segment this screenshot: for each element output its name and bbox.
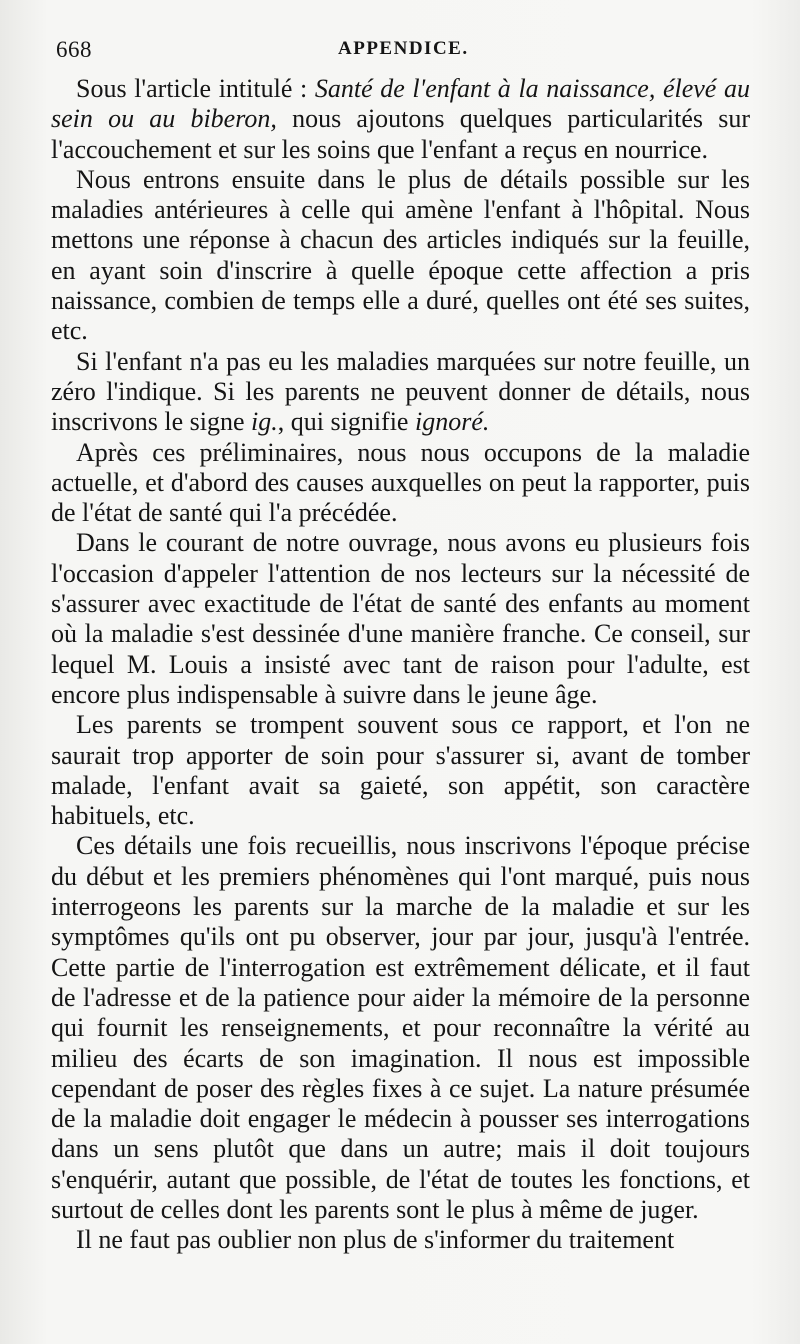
paragraph-3-italic-meaning: ignoré. <box>414 407 490 437</box>
paragraph-3-text-middle: , qui signifie <box>277 407 415 437</box>
paragraph-3-text: Si l'enfant n'a pas eu les maladies marquées sur notre feuille, un zéro l'indique. Si les parents ne peuvent donner de détails, nous inscrivons le signe <box>51 346 750 437</box>
paragraph-7: Ces détails une fois recueillis, nous inscrivons l'époque précise du début et les premiers phénomènes qui l'ont marqué, puis nous interrogeons les parents sur la marche de la maladie et sur les symptômes qu'ils ont pu observer, jour par jour, jusqu'à l'entrée. Cette partie de l'interrogation est extrêmement délicate, et il faut de l'adresse et de la patience pour aider la mémoire de la personne qui fournit les renseignements, et pour reconnaître la vérité au milieu des écarts de son imagination. Il nous est impossible cependant de poser des règles fixes à ce sujet. La nature présumée de la maladie doit engager le médecin à pousser ses interrogations dans un sens plutôt que dans un autre; mais il doit toujours s'enquérir, autant que possible, de l'état de toutes les fonctions, et surtout de celles dont les parents sont le plus à même de juger. <box>51 831 750 1224</box>
paragraph-6: Les parents se trompent souvent sous ce rapport, et l'on ne saurait trop apporter de soin pour s'assurer si, avant de tomber malade, l'enfant avait sa gaieté, son appétit, son caractère habituels, etc. <box>51 710 750 831</box>
paragraph-1-italic: Santé de l'enfant à la naissance, élevé au sein ou au biberon, <box>51 74 750 134</box>
running-title: APPENDICE. <box>338 38 469 59</box>
paragraph-8: Il ne faut pas oublier non plus de s'informer du traitement <box>76 1225 675 1255</box>
paragraph-3-italic-sign: ig. <box>251 407 278 437</box>
page-number: 668 <box>56 37 92 62</box>
running-head <box>56 37 756 65</box>
paragraph-2: Nous entrons ensuite dans le plus de détails possible sur les maladies antérieures à celle qui amène l'enfant à l'hôpital. Nous mettons une réponse à chacun des articles indiqués sur la feuille, en ayant soin d'inscrire à quelle époque cette affection a pris naissance, combien de temps elle a duré, quelles ont été ses suites, etc. <box>51 164 750 346</box>
paragraph-3 <box>51 347 750 438</box>
paragraph-1 <box>51 74 750 165</box>
body-text <box>51 74 750 1256</box>
paragraph-4: Après ces préliminaires, nous nous occupons de la maladie actuelle, et d'abord des causes auxquelles on peut la rapporter, puis de l'état de santé qui l'a précédée. <box>51 437 750 528</box>
paragraph-5: Dans le courant de notre ouvrage, nous avons eu plusieurs fois l'occasion d'appeler l'attention de nos lecteurs sur la nécessité de s'assurer avec exactitude de l'état de santé des enfants au moment où la maladie s'est dessinée d'une manière franche. Ce conseil, sur lequel M. Louis a insisté avec tant de raison pour l'adulte, est encore plus indispensable à suivre dans le jeune âge. <box>51 528 750 709</box>
paragraph-1-text: Sous l'article intitulé : <box>76 74 315 103</box>
paragraph-1-text-end: nous ajoutons quelques particularités sur l'accouchement et sur les soins que l'enfant a reçus en nourrice. <box>51 104 750 164</box>
